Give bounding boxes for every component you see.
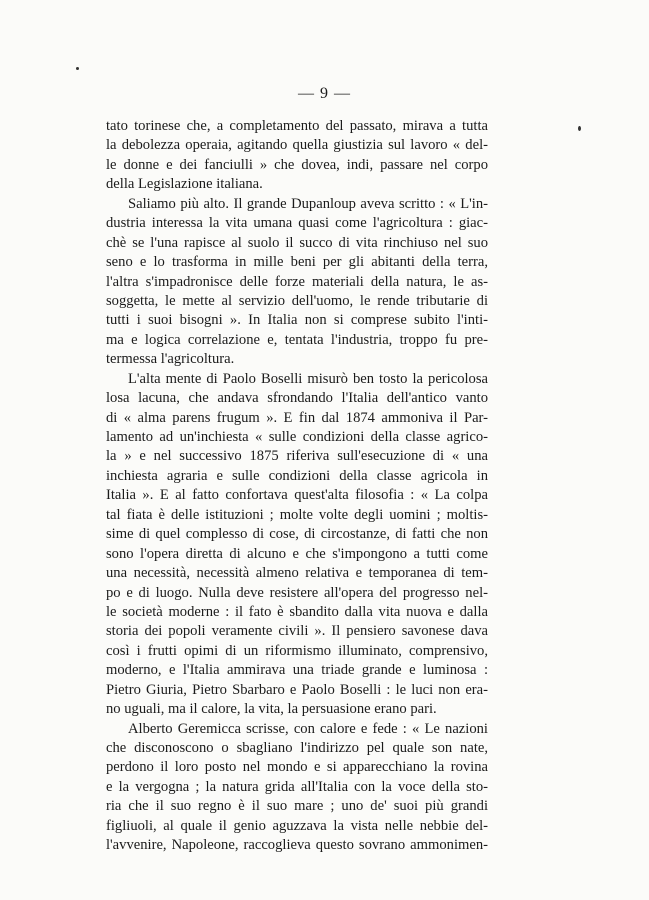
- text-line: la » e nel successivo 1875 riferiva sull'esecuzione di « una: [106, 448, 488, 465]
- text-line: soggetta, le mette al servizio dell'uomo, le rende tributarie di: [106, 292, 488, 309]
- text-line: le società moderne : il fato è sbandito dalla vita nuova e dalla: [106, 603, 488, 620]
- text-line: di « alma parens frugum ». E fin dal 1874 ammoniva il Par-: [106, 409, 488, 426]
- text-line: Alberto Geremicca scrisse, con calore e fede : « Le nazioni: [128, 720, 488, 737]
- text-line: e la vergogna ; la natura grida all'Italia con la voce della sto-: [106, 778, 488, 795]
- text-line: figliuoli, al quale il genio aguzzava la vista nelle nebbie del-: [106, 817, 488, 834]
- text-line: che disconoscono o sbagliano l'indirizzo pel quale son nate,: [106, 740, 488, 756]
- body-text: [106, 117, 488, 856]
- text-line: della Legislazione italiana.: [106, 176, 263, 193]
- text-line: seno e lo trasforma in mille beni per gli abitanti della terra,: [106, 254, 488, 271]
- text-line: così i frutti opimi di un riformismo illuminato, comprensivo,: [106, 642, 488, 659]
- text-line: l'altra s'impadronisce delle forze materiali della natura, le as-: [106, 273, 488, 290]
- text-line: l'avvenire, Napoleone, raccoglieva questo sovrano ammonimen-: [106, 837, 488, 854]
- text-line: sono l'opera diretta di alcuno e che s'impongono a tutti come: [106, 545, 488, 562]
- text-line: chè se l'una rapisce al suolo il succo di vita rinchiuso nel suo: [106, 234, 488, 251]
- text-line: sime di quel complesso di cose, di circostanze, di fatti che non: [106, 526, 488, 543]
- text-line: losa lacuna, che andava sfrondando l'Italia dell'antico vanto: [106, 390, 488, 407]
- text-line: le donne e dei fanciulli » che dovea, indi, passare nel corpo: [106, 156, 488, 173]
- text-line: ma e logica correlazione e, tentata l'industria, troppo fu pre-: [106, 331, 488, 348]
- text-line: ria che il suo regno è il suo mare ; uno de' suoi più grandi: [106, 798, 488, 815]
- text-line: lamento ad un'inchiesta « sulle condizioni della classe agrico-: [106, 429, 488, 445]
- text-line: una necessità, necessità almeno relativa e temporanea di tem-: [106, 565, 488, 582]
- text-line: Saliamo più alto. Il grande Dupanloup aveva scritto : « L'in-: [128, 195, 488, 212]
- text-line: moderno, e l'Italia ammirava una triade grande e luminosa :: [106, 662, 488, 679]
- text-line: tato torinese che, a completamento del passato, mirava a tutta: [106, 118, 488, 134]
- text-line: Italia ». E al fatto confortava quest'alta filosofia : « La colpa: [106, 487, 488, 504]
- text-line: perdono il loro posto nel mondo e si apparecchiano la rovina: [106, 759, 488, 776]
- text-line: tal fiata è delle istituzioni ; molte volte degli uomini ; moltis-: [106, 506, 488, 523]
- text-line: la debolezza operaia, agitando quella giustizia sul lavoro « del-: [106, 137, 488, 154]
- text-line: po e di luogo. Nulla deve resistere all'opera del progresso nel-: [106, 584, 488, 601]
- text-line: Pietro Giuria, Pietro Sbarbaro e Paolo Boselli : le luci non era-: [106, 681, 488, 698]
- page-number: — 9 —: [298, 85, 351, 102]
- text-line: L'alta mente di Paolo Boselli misurò ben tosto la pericolosa: [128, 370, 488, 387]
- text-line: termessa l'agricoltura.: [106, 351, 235, 368]
- text-line: inchiesta agraria e sulle condizioni della classe agricola in: [106, 467, 488, 484]
- text-line: tutti i suoi bisogni ». In Italia non si comprese subito l'inti-: [106, 312, 488, 329]
- text-line: dustria interessa la vita umana quasi come l'agricoltura : giac-: [106, 215, 488, 232]
- margin-speck-right: [578, 126, 581, 131]
- text-line: no uguali, ma il calore, la vita, la persuasione erano pari.: [106, 701, 437, 718]
- text-line: storia dei popoli veramente civili ». Il pensiero savonese dava: [106, 623, 488, 640]
- margin-speck-left: [76, 67, 79, 70]
